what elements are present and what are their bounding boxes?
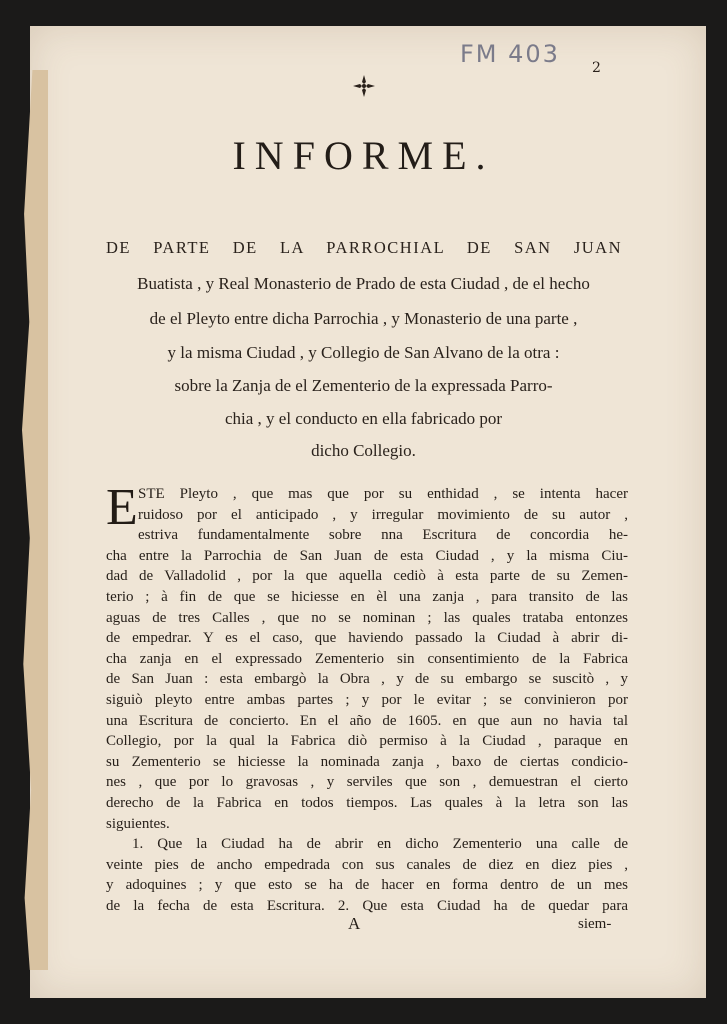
body-line: su Zementerio se hiciesse la nominada zanja , baxo de ciertas condicio-: [106, 753, 628, 770]
corner-mark: 2: [592, 60, 601, 76]
body-text: [106, 479, 628, 916]
body-line: siguiò pleyto entre ambas partes ; y por le evitar ; se convinieron por: [106, 691, 628, 708]
heading-line: dicho Collegio.: [311, 441, 416, 460]
body-line: de San Juan : esta embargò la Obra , y de su embargo se suscitò , y: [106, 671, 628, 688]
torn-page-edge: [22, 70, 48, 970]
cross-ornament-icon: [352, 74, 376, 98]
body-line: una Escritura de concierto. En el año de 1605. en que aun no havia tal: [106, 712, 628, 729]
body-line: cha zanja en el expressado Zementerio sin consentimiento de la Fabrica: [106, 650, 628, 667]
heading-line: DE PARTE DE LA PARROCHIAL DE SAN JUAN: [106, 238, 622, 257]
body-line: aguas de tres Calles , que no se nominan ; las quales trataba entonzes: [106, 609, 628, 626]
body-line: y adoquines ; y que esto se ha de hacer en forma dentro de un mes: [106, 877, 628, 894]
body-line: estriva fundamentalmente sobre nna Escritura de concordia he-: [138, 527, 628, 544]
body-line: de la fecha de esta Escritura. 2. Que esta Ciudad ha de quedar para: [106, 897, 628, 914]
body-line: STE Pleyto , que mas que por su enthidad , se intenta hacer: [138, 486, 628, 502]
heading-line: de el Pleyto entre dicha Parrochia , y Monasterio de una parte ,: [149, 309, 578, 328]
body-line: Collegio, por la qual la Fabrica diò permiso à la Ciudad , paraque en: [106, 733, 628, 750]
body-line: dad de Valladolid , por la que aquella cediò à esta parte de su Zemen-: [106, 568, 628, 585]
handwritten-shelfmark: FM 403: [460, 40, 560, 68]
signature-mark: A: [348, 914, 361, 933]
document-title: INFORME.: [232, 133, 495, 178]
body-line: 1. Que la Ciudad ha de abrir en dicho Zementerio una calle de: [132, 836, 628, 853]
heading-line: y la misma Ciudad , y Collegio de San Alvano de la otra :: [167, 343, 560, 362]
body-line: derecho de la Fabrica en todos tiempos. Las quales à la letra son las: [106, 794, 628, 811]
body-line: siguientes.: [106, 815, 170, 832]
body-line: de empedrar. Y es el caso, que haviendo passado la Ciudad à abrir di-: [106, 630, 628, 647]
heading-line: Buatista , y Real Monasterio de Prado de esta Ciudad , de el hecho: [137, 274, 590, 293]
body-line: cha entre la Parrochia de San Juan de esta Ciudad , y la misma Ciu-: [106, 547, 628, 564]
drop-cap: E: [106, 479, 138, 536]
body-line: nes , que por lo gravosas , y serviles que son , demuestran el cierto: [106, 774, 628, 791]
body-line: veinte pies de ancho empedrada con sus canales de diez en diez pies ,: [106, 856, 628, 873]
body-line: terio ; à fin de que se hiciesse en èl una zanja , para transito de las: [106, 588, 628, 605]
catchword: siem-: [578, 916, 612, 932]
body-line: ruidoso por el anticipado , y irregular movimiento de su autor ,: [138, 506, 628, 523]
heading-line: sobre la Zanja de el Zementerio de la expressada Parro-: [174, 376, 553, 395]
heading-line: chia , y el conducto en ella fabricado por: [224, 409, 503, 428]
